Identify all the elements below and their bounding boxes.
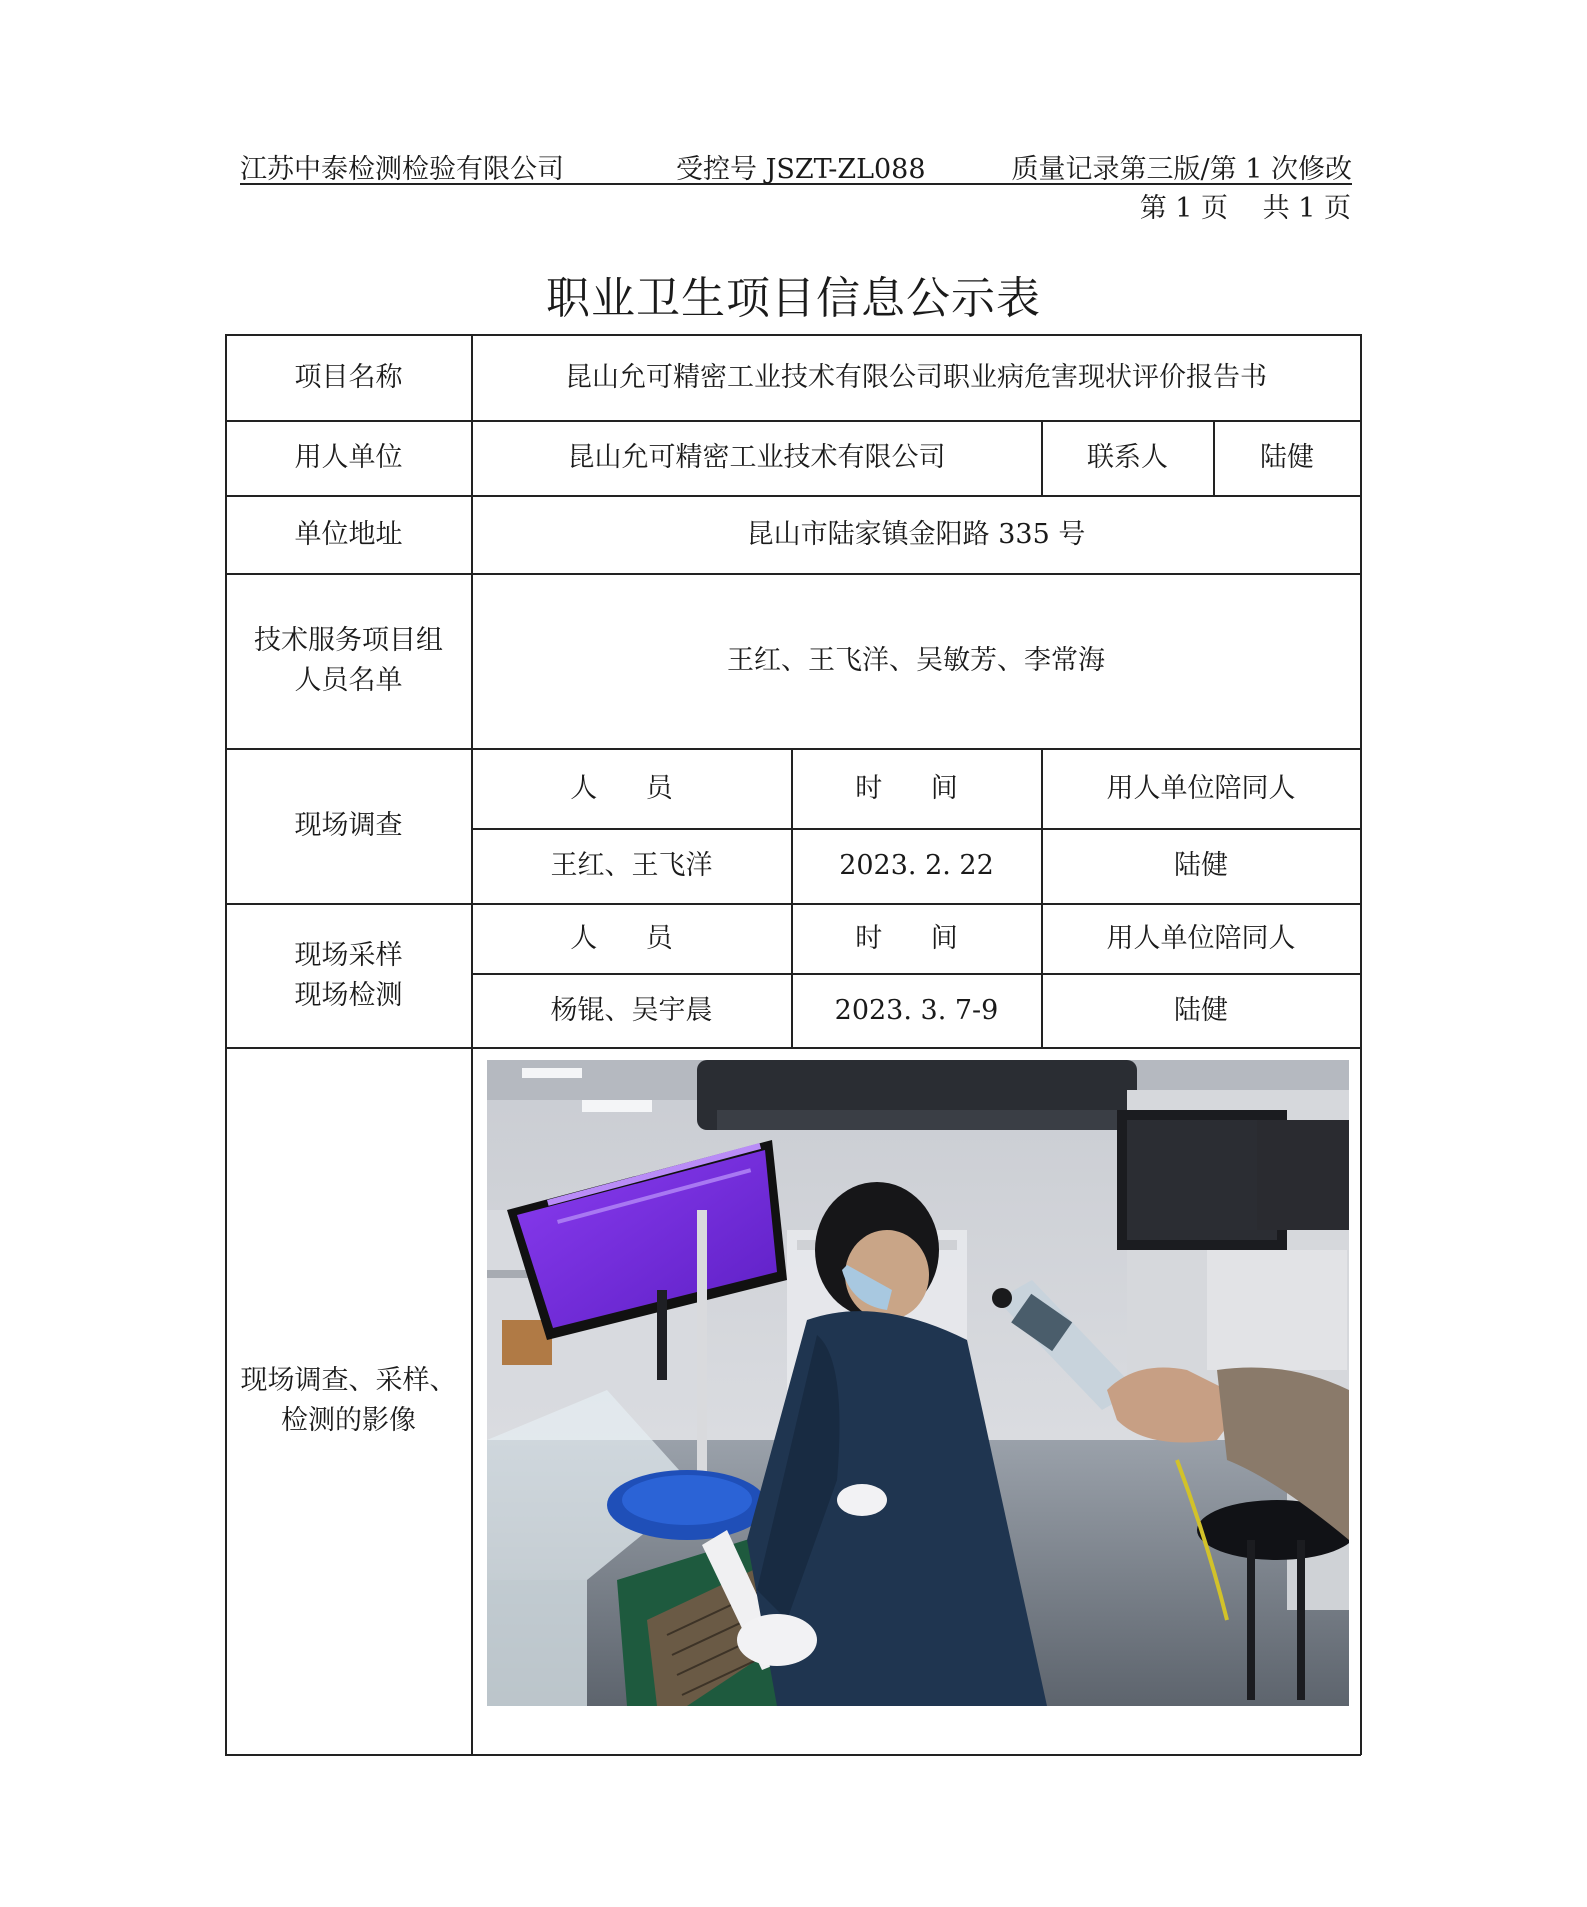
sampling-label-line2: 现场检测 [294,979,403,1011]
sampling-escort: 陆健 [1174,994,1228,1026]
team-members: 王红、王飞洋、吴敏芳、李常海 [727,645,1105,676]
document-title: 职业卫生项目信息公示表 [546,273,1041,324]
worksite-photo [487,1060,1349,1706]
sampling-col-escort: 用人单位陪同人 [1106,922,1296,954]
survey-col-personnel-text: 人 员 [570,772,693,804]
control-number: 受控号 JSZT-ZL088 [676,154,926,185]
company-name: 江苏中泰检测检验有限公司 [240,154,564,185]
image-label-line1: 现场调查、采样、 [240,1365,457,1396]
address-value: 昆山市陆家镇金阳路 335 号 [746,518,1086,550]
team-label [226,574,471,748]
document-header [240,143,1352,185]
team-label-line1: 技术服务项目组 [254,625,443,656]
sampling-col-time-text: 时 间 [855,922,978,954]
survey-col-personnel [472,749,791,828]
page-total: 共 1 页 [1262,193,1351,224]
quality-record-version: 质量记录第三版/第 1 次修改 [1011,154,1352,185]
page-current: 第 1 页 [1139,193,1229,224]
sampling-col-personnel [472,904,791,973]
survey-col-escort: 用人单位陪同人 [1106,772,1296,804]
sampling-label [226,904,471,1047]
survey-col-time-text: 时 间 [855,772,978,804]
sampling-personnel: 杨锟、吴宇晨 [550,994,713,1026]
project-name-value: 昆山允可精密工业技术有限公司职业病危害现状评价报告书 [565,361,1267,393]
contact-value: 陆健 [1260,442,1314,473]
employer-label: 用人单位 [294,442,403,473]
table-border-right [1360,334,1362,1755]
worksite-photo-illustration [487,1060,1349,1706]
team-label-line2: 人员名单 [294,665,403,696]
employer-value: 昆山允可精密工业技术有限公司 [567,442,946,473]
sampling-time: 2023. 3. 7-9 [834,994,999,1026]
survey-escort: 陆健 [1174,850,1228,881]
survey-time: 2023. 2. 22 [839,850,994,881]
image-label-line2: 检测的影像 [281,1405,416,1436]
sampling-label-line1: 现场采样 [294,939,403,971]
page-info [1140,186,1351,225]
survey-col-time [792,749,1041,828]
table-border-bottom [225,1754,1361,1756]
sampling-col-personnel-text: 人 员 [570,922,693,954]
sampling-col-time [792,904,1041,973]
project-name-label: 项目名称 [294,361,403,393]
address-label: 单位地址 [294,518,403,550]
survey-label: 现场调查 [294,810,403,841]
survey-personnel: 王红、王飞洋 [550,850,713,881]
image-label [226,1048,471,1754]
contact-label: 联系人 [1087,442,1168,473]
